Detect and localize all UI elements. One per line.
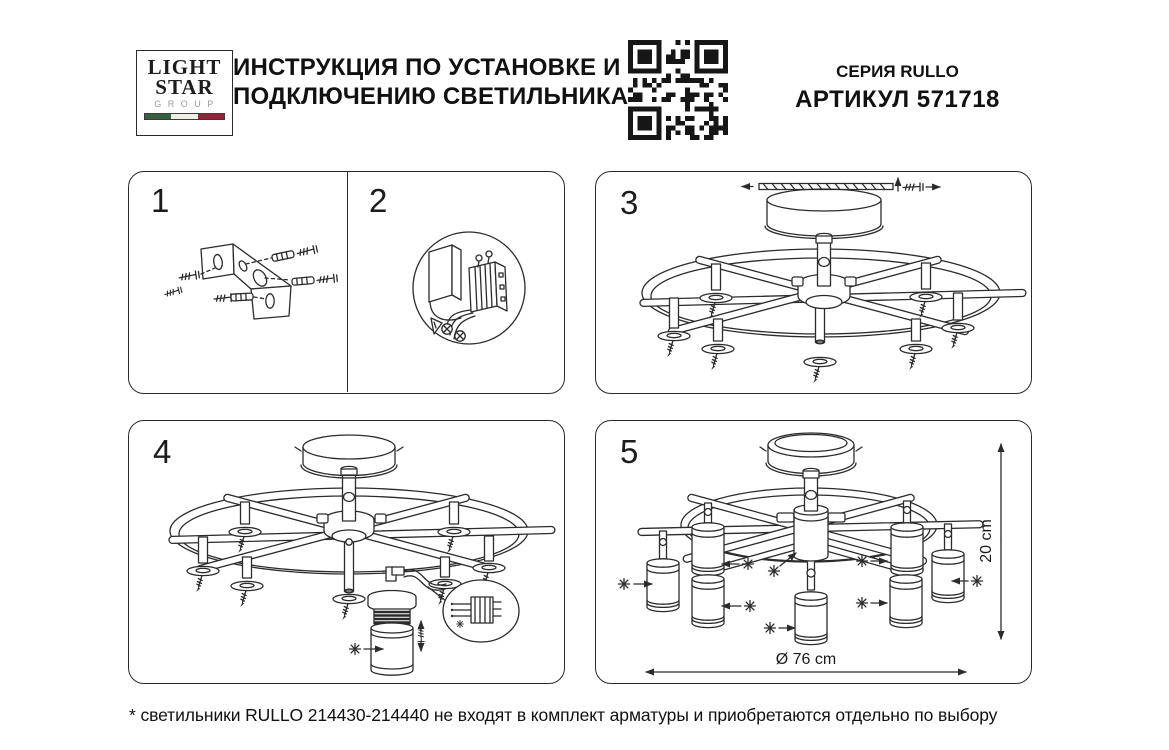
wall-plug-icon: [231, 293, 253, 301]
cylinder-shade: [932, 550, 964, 603]
lampholder-disc: [942, 323, 974, 349]
step-1-number: 1: [151, 182, 170, 219]
screw-icon: [418, 628, 424, 644]
flag-red: [198, 114, 224, 119]
cylinder-shade: [647, 559, 679, 612]
wall-plug-icon: [292, 277, 315, 286]
lampholder-disc: [231, 581, 263, 607]
lampholder-disc: [438, 527, 470, 553]
flag-white: [171, 114, 197, 119]
step-4-number: 4: [153, 433, 172, 470]
asterisk-marker: [350, 644, 361, 655]
step-3-drawing: [596, 172, 1030, 392]
wall-plug-icon: [272, 250, 295, 261]
cylinder-shade: [890, 575, 922, 628]
step-1-2-panel: [128, 171, 565, 394]
logo-word-group: GROUP: [154, 99, 220, 109]
screw-icon: [164, 287, 182, 298]
wiring-connection-drawing: [413, 232, 525, 344]
step-4-drawing: [129, 421, 563, 682]
lampholder-disc: [804, 357, 836, 383]
asterisk-marker: [765, 623, 776, 634]
series-label: СЕРИЯ RULLO: [836, 62, 959, 81]
italian-flag-stripe: [144, 113, 225, 120]
cylinder-shade: [692, 575, 724, 628]
ceiling-bar-drawing: [742, 178, 940, 191]
flag-green: [145, 114, 171, 119]
asterisk-marker: [972, 576, 983, 587]
step-5-number: 5: [620, 433, 639, 470]
logo-word-light: LIGHT: [147, 55, 222, 79]
article-number: АРТИКУЛ 571718: [795, 86, 1000, 113]
title-line-1: ИНСТРУКЦИЯ ПО УСТАНОВКЕ И: [233, 54, 621, 81]
cylinder-shade: [891, 523, 923, 576]
asterisk-marker: [857, 556, 868, 567]
step-5-drawing: [596, 421, 1030, 682]
step-3-number: 3: [620, 184, 639, 221]
screw-icon: [317, 274, 338, 284]
height-dimension: [978, 444, 1001, 639]
lampholder-disc: [900, 344, 932, 370]
lampholder-disc: [702, 344, 734, 370]
lampholder-disc: [333, 594, 365, 620]
lampholder-disc: [187, 566, 219, 592]
spot-lamp-drawing: [350, 567, 447, 675]
title-line-2: ПОДКЛЮЧЕНИЮ СВЕТИЛЬНИКА: [233, 83, 629, 110]
asterisk-marker: [456, 620, 463, 627]
screw-icon: [296, 245, 317, 257]
cylinder-shade: [692, 523, 724, 576]
step-4-panel: [128, 420, 565, 684]
height-dimension-label: 20 cm: [978, 519, 995, 563]
step-5-panel: [595, 420, 1032, 684]
screw-icon: [903, 183, 923, 191]
logo-word-star: STAR: [155, 75, 214, 99]
diameter-dimension: [646, 651, 966, 672]
footnote: * светильники RULLO 214430-214440 не входят в комплект арматуры и приобретаются отдельно по выбору: [129, 705, 998, 725]
step-2-number: 2: [369, 182, 388, 219]
screw-icon: [179, 271, 200, 282]
mounting-bracket-drawing: [164, 244, 337, 319]
qr-code-block: [628, 40, 728, 140]
lampholder-disc: [658, 331, 690, 357]
page-title: [233, 53, 633, 111]
asterisk-marker: [743, 559, 754, 570]
step-3-panel: [595, 171, 1032, 394]
asterisk-marker: [619, 579, 630, 590]
brand-logo: [136, 50, 233, 136]
diameter-dimension-label: Ø 76 cm: [775, 651, 837, 668]
asterisk-marker: [857, 598, 868, 609]
qr-code-icon: [628, 40, 728, 140]
asterisk-marker: [769, 566, 780, 577]
step-1-2-drawing: [129, 172, 563, 392]
asterisk-marker: [745, 601, 756, 612]
cylinder-shade: [795, 592, 827, 645]
